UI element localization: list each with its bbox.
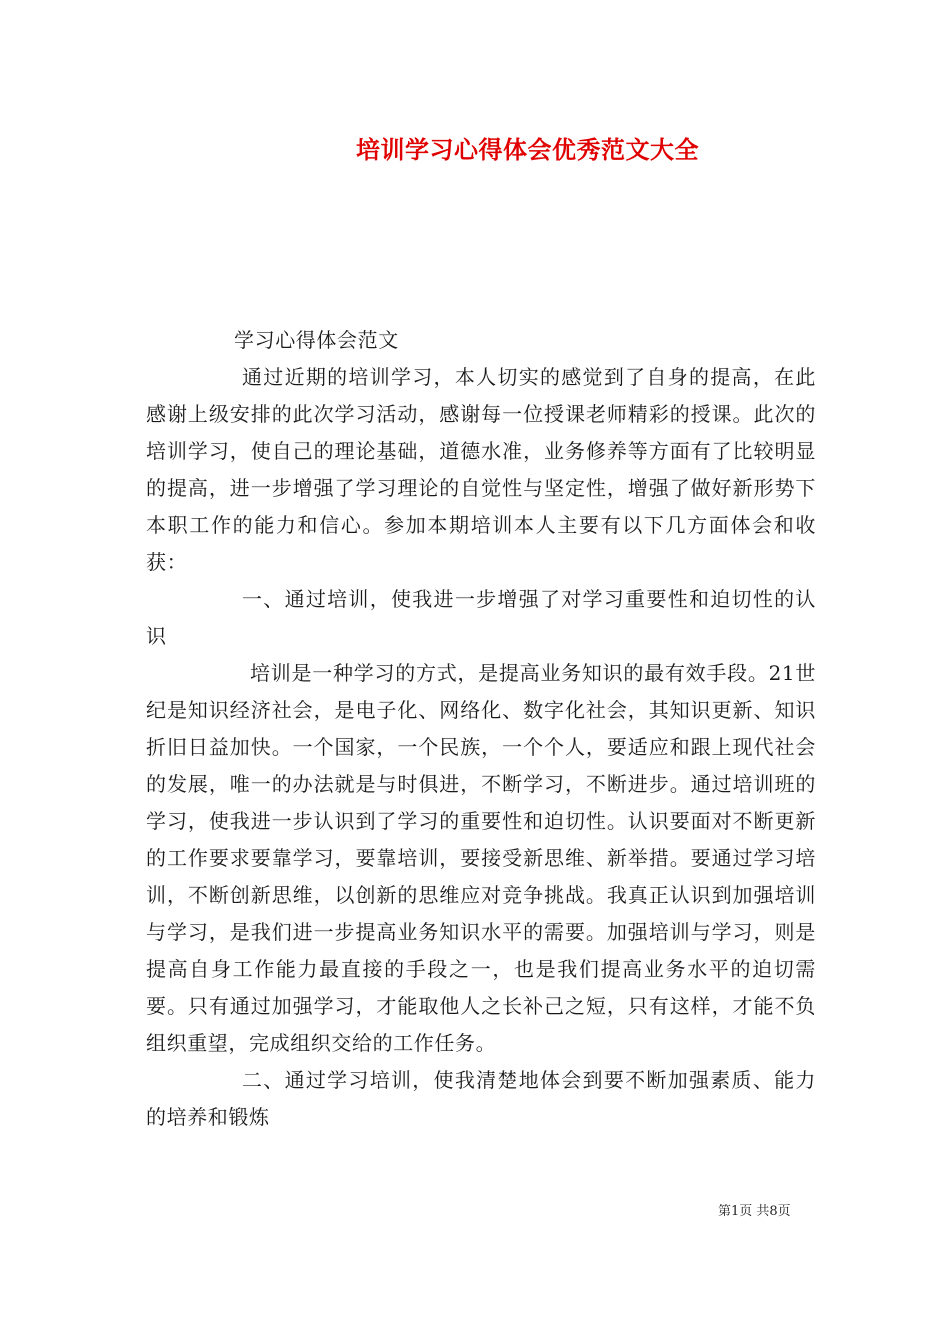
document-title: 培训学习心得体会优秀范文大全 bbox=[356, 135, 699, 164]
document-body bbox=[146, 322, 816, 1136]
section-heading-two: 二、通过学习培训，使我清楚地体会到要不断加强素质、能力的培养和锻炼 bbox=[146, 1068, 816, 1129]
paragraph-intro: 通过近期的培训学习，本人切实的感觉到了自身的提高，在此感谢上级安排的此次学习活动，感谢每一位授课老师精彩的授课。此次的培训学习，使自己的理论基础，道德水准，业务修养等方面有了比较明显的提高，进一步增强了学习理论的自觉性与坚定性，增强了做好新形势下本职工作的能力和信心。参加本期培训本人主要有以下几方面体会和收获： bbox=[146, 365, 816, 574]
paragraph-training: 培训是一种学习的方式，是提高业务知识的最有效手段。21世纪是知识经济社会，是电子化、网络化、数字化社会，其知识更新、知识折旧日益加快。一个国家，一个民族，一个个人，要适应和跟上现代社会的发展，唯一的办法就是与时俱进，不断学习，不断进步。通过培训班的学习，使我进一步认识到了学习的重要性和迫切性。认识要面对不断更新的工作要求要靠学习，要靠培训，要接受新思维、新举措。要通过学习培训，不断创新思维，以创新的思维应对竞争挑战。我真正认识到加强培训与学习，是我们进一步提高业务知识水平的需要。加强培训与学习，则是提高自身工作能力最直接的手段之一，也是我们提高业务水平的迫切需要。只有通过加强学习，才能取他人之长补己之短，只有这样，才能不负组织重望，完成组织交给的工作任务。 bbox=[146, 661, 816, 1055]
section-heading-one: 一、通过培训，使我进一步增强了对学习重要性和迫切性的认识 bbox=[146, 587, 816, 648]
section-subtitle: 学习心得体会范文 bbox=[234, 328, 399, 352]
page-number: 第1页 共8页 bbox=[718, 1204, 791, 1219]
